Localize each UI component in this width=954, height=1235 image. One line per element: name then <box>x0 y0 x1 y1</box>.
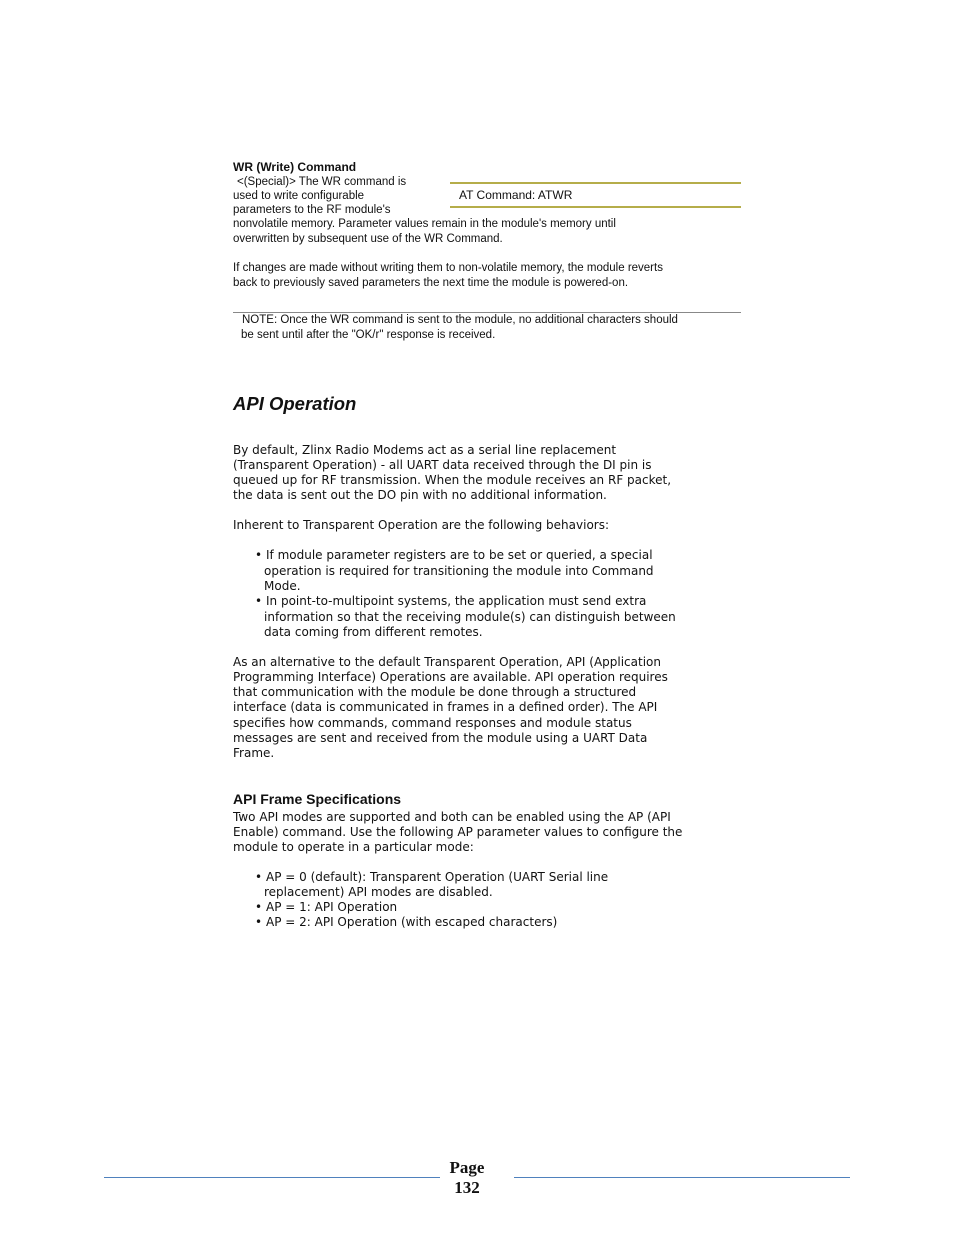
footer-page-number: 132 <box>454 1178 480 1197</box>
paragraph-line: Enable) command. Use the following AP parameter values to configure the <box>233 825 683 839</box>
bullet-text-line: AP = 0 (default): Transparent Operation (UART Serial line <box>266 870 609 884</box>
paragraph-line: interface (data is communicated in frames in a defined order). The API <box>233 700 658 714</box>
paragraph-line: By default, Zlinx Radio Modems act as a serial line replacement <box>233 443 617 457</box>
paragraph-line: specifies how commands, command responses and module status <box>233 716 632 730</box>
footer-rule-right <box>514 1177 850 1178</box>
bullet-icon: • <box>255 870 263 884</box>
note-text-line: be sent until after the "OK/r" response is received. <box>241 329 496 341</box>
wr-text-line: overwritten by subsequent use of the WR Command. <box>233 233 503 245</box>
bullet-text-line: AP = 1: API Operation <box>266 900 398 914</box>
wr-text-line: parameters to the RF module's <box>233 204 391 216</box>
paragraph-line: messages are sent and received from the module using a UART Data <box>233 731 648 745</box>
note-text-line: NOTE: Once the WR command is sent to the module, no additional characters should <box>242 314 678 326</box>
bullet-icon: • <box>255 900 263 914</box>
bullet-text-line: data coming from different remotes. <box>264 625 483 639</box>
bullet-text-line: operation is required for transitioning the module into Command <box>264 564 654 578</box>
wr-text-line: <(Special)> The WR command is <box>237 176 407 188</box>
paragraph-line: Frame. <box>233 746 275 760</box>
paragraph-line: Programming Interface) Operations are available. API operation requires <box>233 670 668 684</box>
paragraph-line: queued up for RF transmission. When the module receives an RF packet, <box>233 473 672 487</box>
paragraph-line: Two API modes are supported and both can be enabled using the AP (API <box>233 810 671 824</box>
wr-command-title: WR (Write) Command <box>233 160 357 174</box>
footer-rule-left <box>104 1177 440 1178</box>
bullet-icon: • <box>255 548 263 562</box>
wr-text-line: nonvolatile memory. Parameter values remain in the module's memory until <box>233 218 616 230</box>
bullet-text-line: In point-to-multipoint systems, the application must send extra <box>266 594 647 608</box>
paragraph-line: (Transparent Operation) - all UART data received through the DI pin is <box>233 458 652 472</box>
wr-text-line: used to write configurable <box>233 190 365 202</box>
at-command-box <box>450 182 741 208</box>
paragraph-line: the data is sent out the DO pin with no additional information. <box>233 488 607 502</box>
at-command-label: AT Command: ATWR <box>459 188 573 202</box>
paragraph-line: that communication with the module be done through a structured <box>233 685 637 699</box>
wr-text-line: back to previously saved parameters the next time the module is powered-on. <box>233 277 629 289</box>
paragraph-line: module to operate in a particular mode: <box>233 840 474 854</box>
api-frame-specifications-heading: API Frame Specifications <box>233 791 402 807</box>
bullet-icon: • <box>255 915 263 929</box>
paragraph-line: As an alternative to the default Transparent Operation, API (Application <box>233 655 661 669</box>
bullet-text-line: Mode. <box>264 579 301 593</box>
bullet-text-line: replacement) API modes are disabled. <box>264 885 493 899</box>
bullet-text-line: If module parameter registers are to be set or queried, a special <box>266 548 653 562</box>
bullet-text-line: AP = 2: API Operation (with escaped characters) <box>266 915 558 929</box>
bullet-text-line: information so that the receiving module(s) can distinguish between <box>264 610 676 624</box>
bullet-icon: • <box>255 594 263 608</box>
paragraph-line: Inherent to Transparent Operation are the following behaviors: <box>233 518 610 532</box>
api-operation-heading: API Operation <box>233 393 357 414</box>
footer-page-label: Page <box>449 1158 485 1177</box>
wr-text-line: If changes are made without writing them to non-volatile memory, the module reverts <box>233 262 663 274</box>
